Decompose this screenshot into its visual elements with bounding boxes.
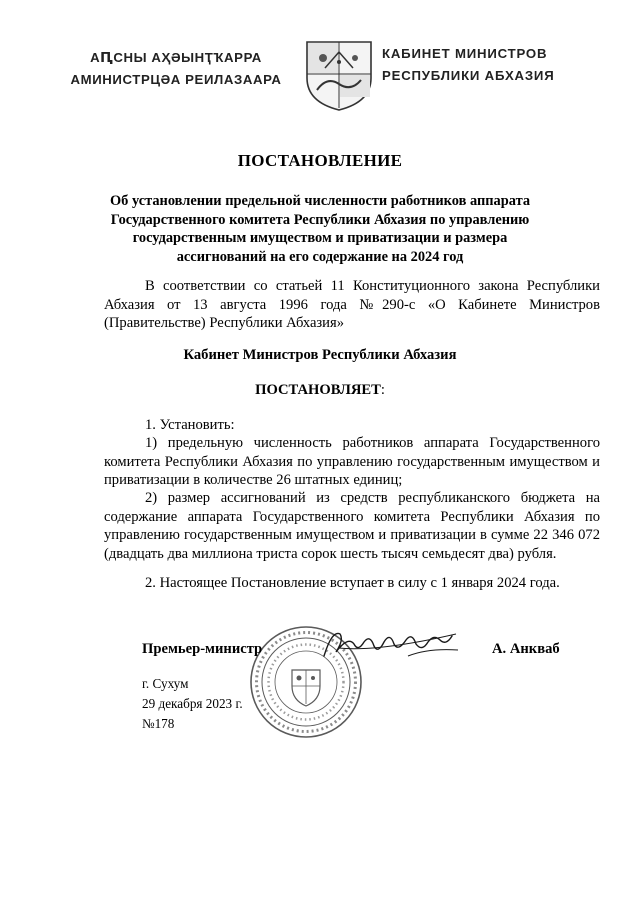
preamble-paragraph: В соответствии со статьей 11 Конституционного закона Республики Абхазия от 13 августа 1996 года №290-с «О Кабинете Министров (Правительстве) Республики Абхазия» [104,278,600,331]
item-1-1: 1) предельную численность работников аппарата Государственного комитета Республики Абхазия по управлению государственным имуществом и приватизации в количестве 26 штатных единиц; [104,435,600,488]
signatory-name: А. Анкваб [492,641,560,657]
issue-city: г. Сухум [142,676,189,691]
coat-of-arms-icon [303,38,375,112]
item-2: 2. Настоящее Постановление вступает в силу с 1 января 2024 года. [145,575,560,591]
header-left-abkhaz [56,47,296,91]
item-1-2: 2) размер ассигнований из средств республиканского бюджета на содержание аппарата Государственного комитета Республики Абхазия по управлению государственным имуществом и приватизации в сумме 22 346 072 (двадцать два миллиона триста сорок шесть тысяч семьдесят два) рубля. [104,490,600,562]
subject-line-2: Государственного комитета Республики Абхазия по управлению [110,211,530,228]
document-title: ПОСТАНОВЛЕНИЕ [237,151,403,170]
header-right-line1: КАБИНЕТ МИНИСТРОВ [382,46,548,61]
header-right-russian [382,43,582,87]
subject-line-4: ассигнований на его содержание на 2024 год [176,248,464,265]
document-number: №178 [142,716,175,731]
subject-line-1: Об установлении предельной численности работников аппарата [109,193,531,209]
header-right-line2: РЕСПУБЛИКИ АБХАЗИЯ [382,68,555,83]
document-subject [100,192,540,266]
decrees-word: ПОСТАНОВЛЯЕТ [255,382,381,398]
signatory-position: Премьер-министр [142,641,263,657]
issuer-line: Кабинет Министров Республики Абхазия [183,347,457,363]
subject-line-3: государственным имуществом и приватизации и размера [132,230,508,246]
header-left-line2: АМИНИСТРЦӘА РЕИЛАЗААРА [70,72,282,87]
header-left-line1: АԤСНЫ АҲӘЫНҬҠАРРА [90,50,262,65]
handwritten-signature-icon [318,626,468,666]
decrees-colon: : [380,382,385,398]
item-1-heading: 1. Установить: [145,417,235,433]
issue-date: 29 декабря 2023 г. [142,696,243,711]
decrees-heading [0,382,640,399]
